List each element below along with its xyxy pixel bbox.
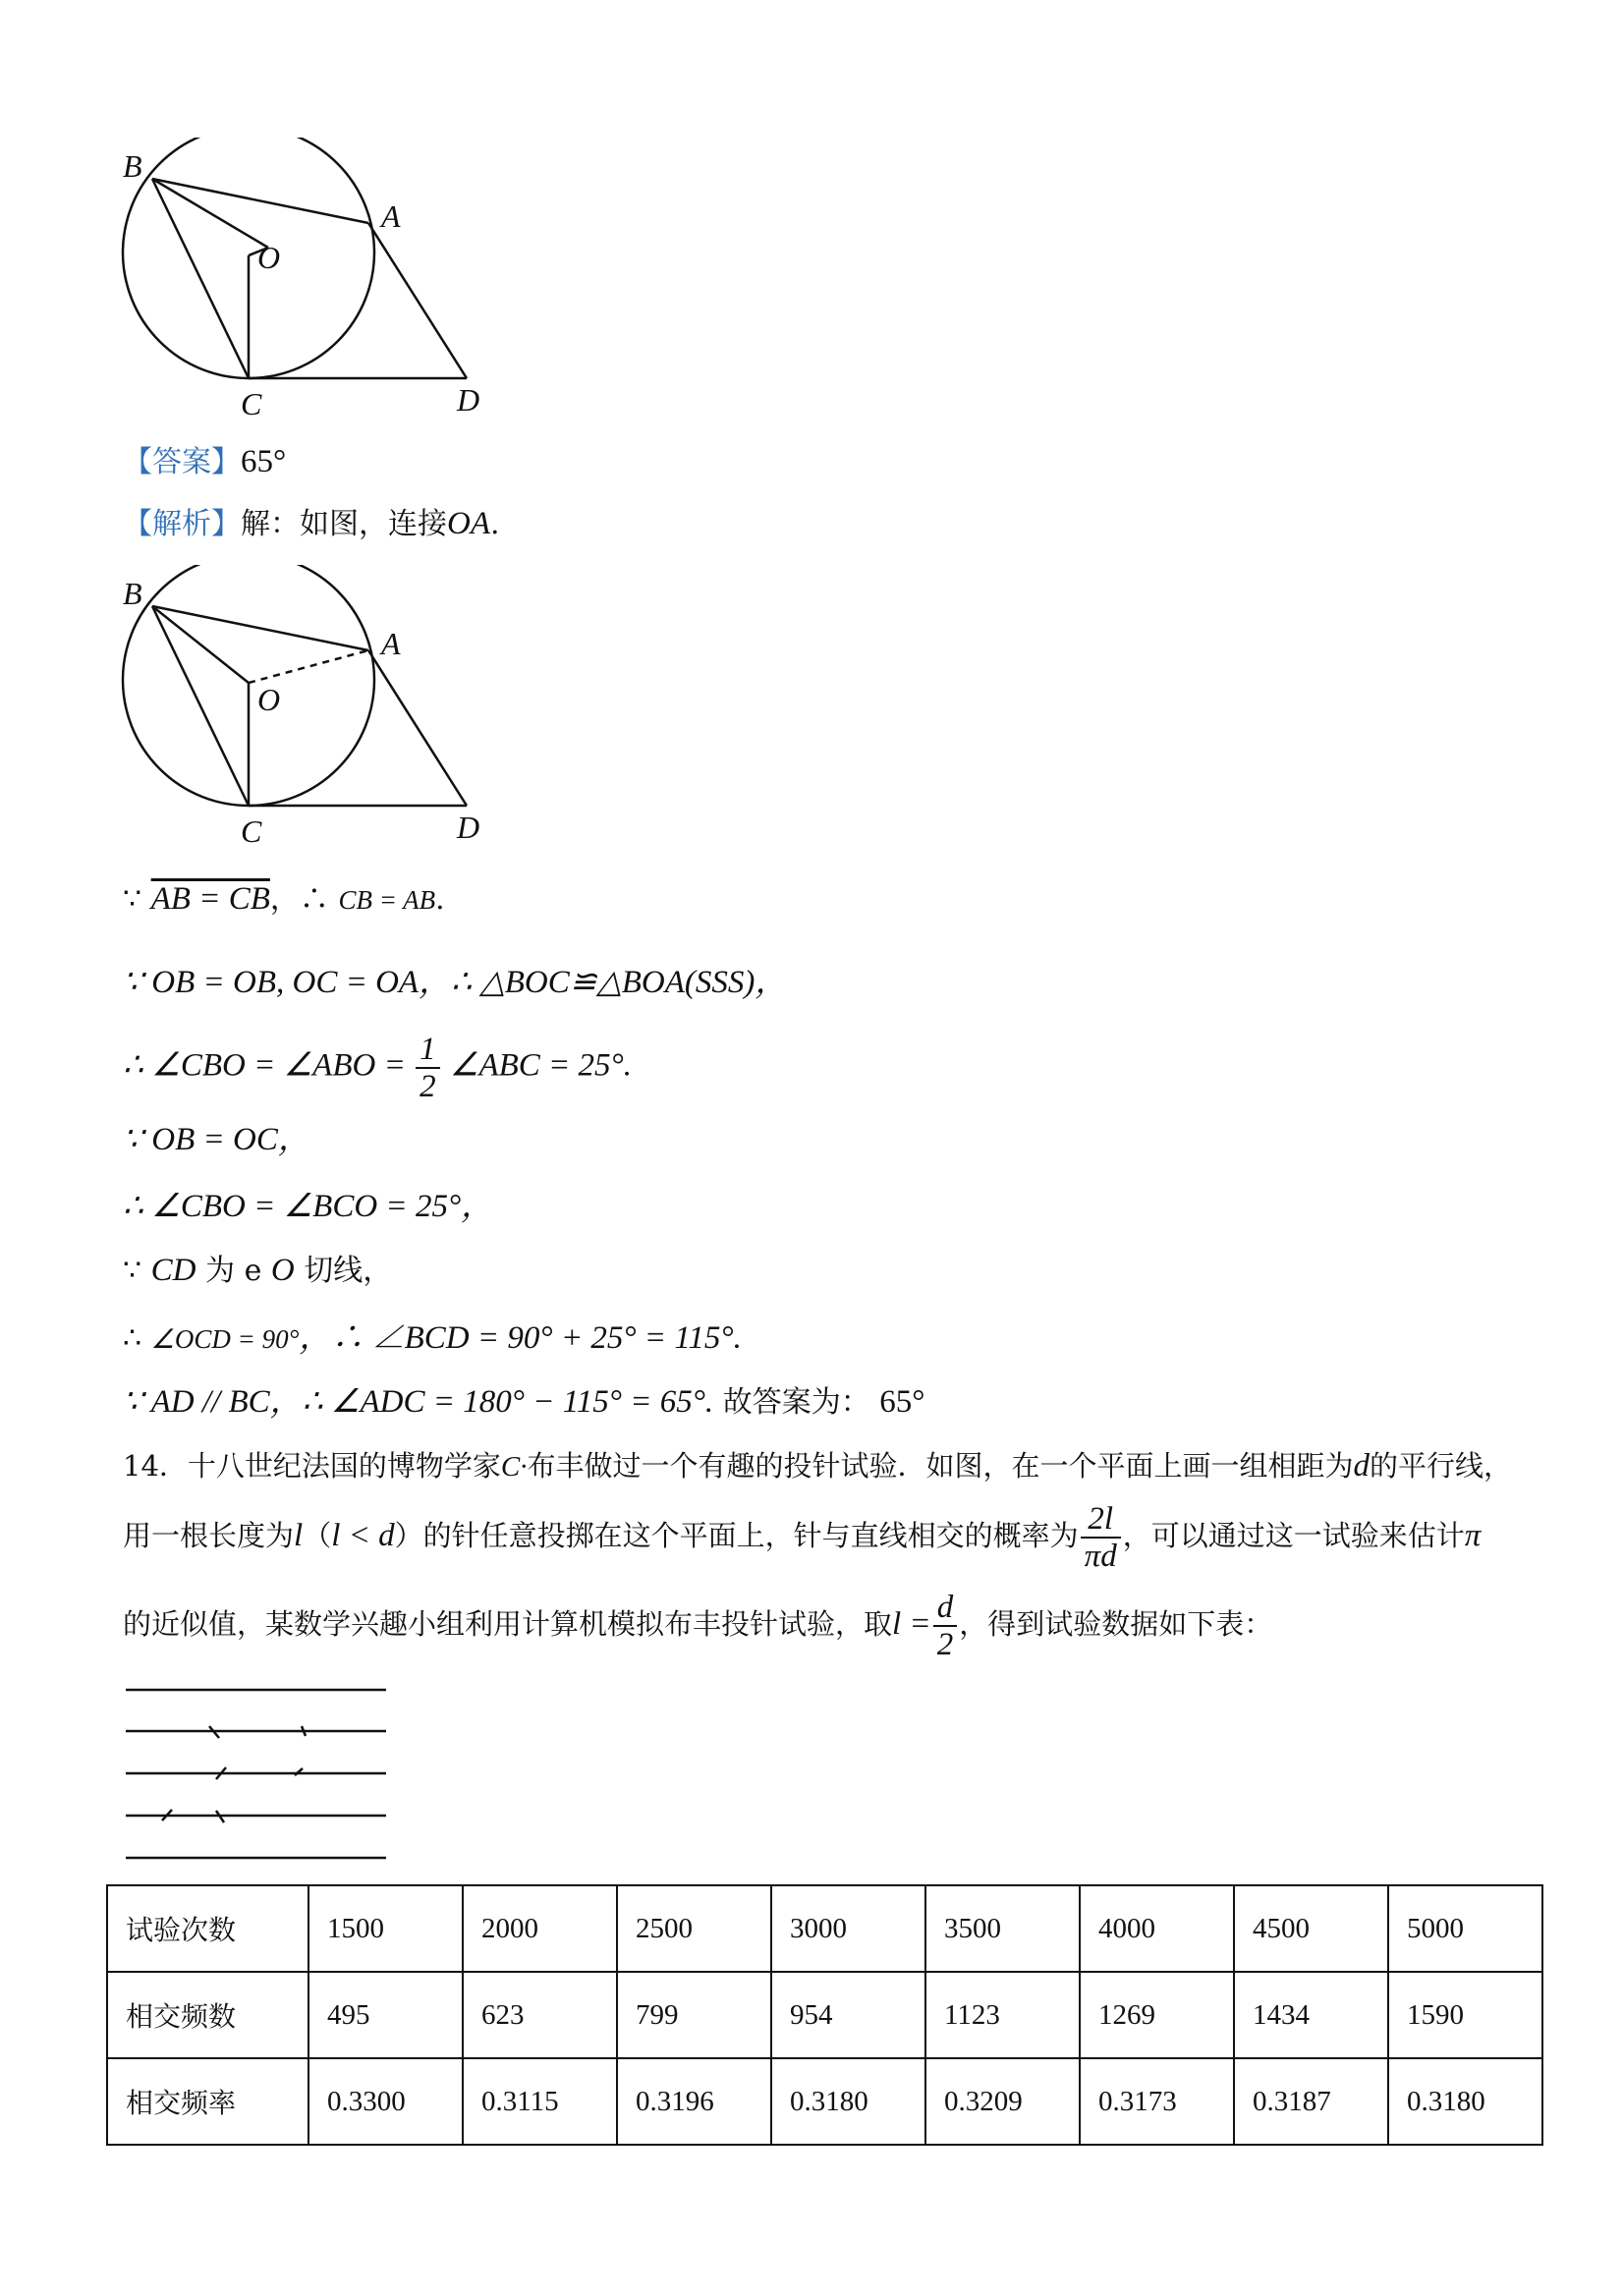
q14-name: C· bbox=[500, 1451, 528, 1483]
q14-text-2c: ，可以通过这一试验来估计 bbox=[1122, 1519, 1465, 1552]
step-3 bbox=[123, 1032, 632, 1104]
needle-figure bbox=[123, 1675, 398, 1872]
label-o: O bbox=[257, 240, 281, 275]
row-header: 相交频数 bbox=[107, 1972, 308, 2058]
q14-l-eq: l = bbox=[892, 1606, 931, 1642]
table-cell: 495 bbox=[308, 1972, 463, 2058]
step-3-right: ∠ABC = 25°. bbox=[449, 1047, 632, 1084]
table-cell: 0.3115 bbox=[463, 2058, 617, 2145]
q14-l-lt-d: l < d bbox=[331, 1518, 395, 1553]
geometry-figure-1 bbox=[108, 138, 501, 422]
because-symbol: ∵ bbox=[123, 882, 142, 917]
table-cell: 2500 bbox=[617, 1885, 771, 1972]
table-row bbox=[107, 1972, 1542, 2058]
segment-ba bbox=[152, 606, 368, 650]
answer-line bbox=[123, 442, 286, 482]
because-symbol: ∵ bbox=[123, 1254, 142, 1288]
q14-text-2: 用一根长度为 bbox=[123, 1519, 295, 1552]
analysis-tag: 【解析】 bbox=[123, 507, 241, 541]
q14-line-3 bbox=[123, 1590, 1272, 1662]
step-8-math: ∵ AD // BC，∴ ∠ADC = 180° − 115° = 65°. bbox=[123, 1384, 714, 1420]
angle-bcd: ，∴ ∠BCD = 90° + 25° = 115°. bbox=[299, 1320, 742, 1356]
step-5: ∴ ∠CBO = ∠BCO = 25°， bbox=[123, 1189, 494, 1224]
step-2: ∵ OB = OB, OC = OA，∴ △BOC≌△BOA(SSS)， bbox=[123, 965, 788, 1000]
step-8-answer-label: 故答案为： bbox=[722, 1385, 870, 1420]
step-8-answer: 65° bbox=[879, 1384, 925, 1420]
row-header: 相交频率 bbox=[107, 2058, 308, 2145]
q14-line-2 bbox=[123, 1501, 1481, 1574]
label-a: A bbox=[381, 198, 401, 234]
table-cell: 4000 bbox=[1080, 1885, 1234, 1972]
therefore-symbol: ∴ bbox=[123, 1321, 142, 1356]
segment-ba bbox=[152, 179, 368, 223]
table-cell: 1269 bbox=[1080, 1972, 1234, 2058]
table-cell: 5000 bbox=[1388, 1885, 1542, 1972]
q14-text-3: 的近似值，某数学兴趣小组利用计算机模拟布丰投针试验，取 bbox=[123, 1607, 893, 1641]
table-cell: 954 bbox=[771, 1972, 925, 2058]
analysis-line bbox=[123, 504, 500, 544]
segment-bo bbox=[152, 606, 249, 683]
q14-d: d bbox=[1353, 1448, 1371, 1484]
step-3-left: ∴ ∠CBO = ∠ABO = bbox=[123, 1047, 406, 1084]
answer-tag: 【答案】 bbox=[123, 445, 241, 479]
label-o: O bbox=[257, 682, 281, 717]
step-7 bbox=[123, 1318, 742, 1359]
angle-ocd: ∠OCD = 90° bbox=[150, 1324, 300, 1354]
fraction-numerator: 2l bbox=[1081, 1501, 1121, 1539]
table-cell: 0.3173 bbox=[1080, 2058, 1234, 2145]
fraction-one-half bbox=[416, 1032, 440, 1104]
table-cell: 799 bbox=[617, 1972, 771, 2058]
fraction-denominator: 2 bbox=[936, 1627, 954, 1662]
fraction-denominator: πd bbox=[1084, 1539, 1117, 1574]
q14-line-1 bbox=[123, 1446, 1512, 1486]
step-8 bbox=[123, 1382, 924, 1423]
table-cell: 0.3180 bbox=[771, 2058, 925, 2145]
q14-text-1: 布丰做过一个有趣的投针试验．如图，在一个平面上画一组相距为 bbox=[527, 1449, 1354, 1483]
segment-ad bbox=[368, 223, 467, 378]
row-header: 试验次数 bbox=[107, 1885, 308, 1972]
step-1 bbox=[123, 879, 445, 920]
q14-pi: π bbox=[1464, 1518, 1482, 1553]
table-row bbox=[107, 2058, 1542, 2145]
analysis-text: 解：如图，连接 bbox=[241, 507, 447, 541]
arc-equality: AB = CB bbox=[150, 881, 270, 917]
geometry-figure-2 bbox=[108, 565, 501, 850]
step-4: ∵ OB = OC， bbox=[123, 1122, 310, 1157]
step-6 bbox=[123, 1251, 392, 1291]
label-b: B bbox=[123, 576, 142, 611]
table-cell: 3000 bbox=[771, 1885, 925, 1972]
table-cell: 0.3209 bbox=[925, 2058, 1080, 2145]
q14-text-1b: 的平行线， bbox=[1370, 1449, 1513, 1483]
table-row bbox=[107, 1885, 1542, 1972]
step-6-end: 切线， bbox=[304, 1254, 393, 1288]
fraction-d-over-2 bbox=[933, 1590, 958, 1662]
table-cell: 3500 bbox=[925, 1885, 1080, 1972]
q14-number: 14．十八世纪法国的博物学家 bbox=[123, 1449, 501, 1483]
label-c: C bbox=[241, 813, 262, 849]
circle-o-text: O bbox=[270, 1253, 295, 1288]
q14-paren-open: （ bbox=[303, 1519, 332, 1552]
label-a: A bbox=[381, 626, 401, 661]
period: . bbox=[435, 882, 445, 917]
q14-text-3b: ，得到试验数据如下表： bbox=[959, 1607, 1273, 1641]
q14-l: l bbox=[294, 1518, 304, 1553]
experiment-table bbox=[106, 1884, 1543, 2146]
therefore-symbol: ，∴ bbox=[269, 882, 329, 917]
table-cell: 623 bbox=[463, 1972, 617, 2058]
analysis-segment: OA bbox=[447, 506, 490, 541]
table-cell: 2000 bbox=[463, 1885, 617, 1972]
fraction-probability bbox=[1081, 1501, 1121, 1574]
table-cell: 1590 bbox=[1388, 1972, 1542, 2058]
fraction-numerator: d bbox=[933, 1590, 958, 1627]
segment-oa-dashed bbox=[249, 650, 368, 683]
chord-equality: CB = AB bbox=[338, 885, 436, 915]
step-6-mid: 为 e bbox=[205, 1254, 262, 1288]
label-b: B bbox=[123, 148, 142, 184]
label-c: C bbox=[241, 386, 262, 421]
fraction-numerator: 1 bbox=[416, 1032, 440, 1069]
table-cell: 1123 bbox=[925, 1972, 1080, 2058]
fraction-denominator: 2 bbox=[420, 1069, 436, 1104]
label-d: D bbox=[457, 810, 480, 845]
table-cell: 1434 bbox=[1234, 1972, 1388, 2058]
table-cell: 0.3196 bbox=[617, 2058, 771, 2145]
answer-value: 65° bbox=[241, 444, 287, 479]
segment-cd-text: CD bbox=[150, 1253, 196, 1288]
segment-ad bbox=[368, 650, 467, 806]
table-cell: 4500 bbox=[1234, 1885, 1388, 1972]
q14-text-2b: ）的针任意投掷在这个平面上，针与直线相交的概率为 bbox=[394, 1519, 1079, 1552]
table-cell: 1500 bbox=[308, 1885, 463, 1972]
table-cell: 0.3187 bbox=[1234, 2058, 1388, 2145]
label-d: D bbox=[457, 382, 480, 418]
table-cell: 0.3300 bbox=[308, 2058, 463, 2145]
analysis-end: . bbox=[490, 507, 500, 541]
table-cell: 0.3180 bbox=[1388, 2058, 1542, 2145]
